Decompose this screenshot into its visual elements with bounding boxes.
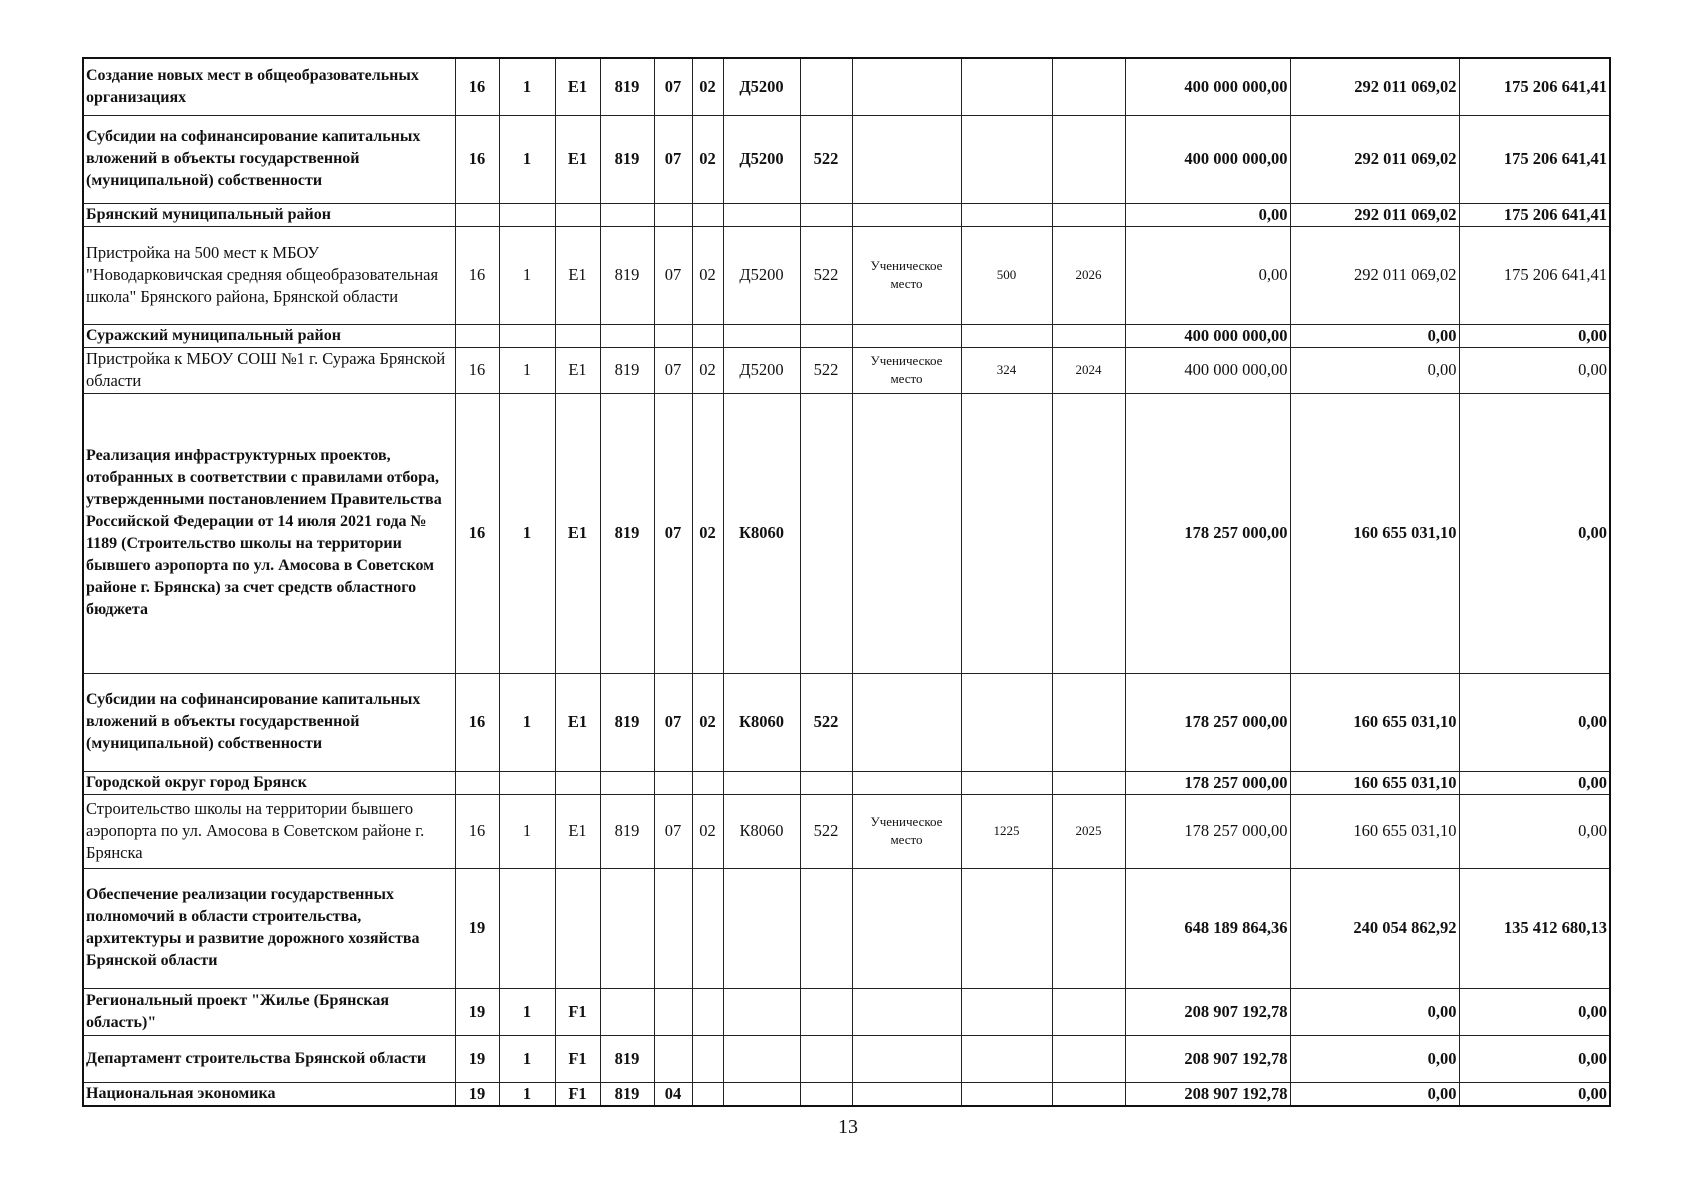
budget-table (82, 57, 1611, 1107)
table-row (83, 226, 1610, 324)
completion-year: 2024 (1052, 347, 1125, 393)
subsection-code (692, 324, 723, 347)
subsection-code: 02 (692, 393, 723, 673)
grbs-code (600, 771, 654, 794)
subsection-code (692, 988, 723, 1035)
section-code: 07 (654, 115, 692, 203)
row-name: Суражский муниципальный район (83, 324, 455, 347)
unit-of-measure (852, 58, 961, 115)
project-code (555, 203, 600, 226)
unit-of-measure: Ученическое место (852, 794, 961, 868)
section-code: 07 (654, 58, 692, 115)
completion-year (1052, 1035, 1125, 1082)
capacity: 324 (961, 347, 1052, 393)
amount-year-3: 0,00 (1459, 393, 1610, 673)
project-code: Е1 (555, 58, 600, 115)
subprogram-code: 1 (499, 1082, 555, 1106)
completion-year: 2026 (1052, 226, 1125, 324)
subsection-code: 02 (692, 794, 723, 868)
amount-year-1: 178 257 000,00 (1125, 393, 1290, 673)
program-code: 16 (455, 794, 499, 868)
capacity (961, 1082, 1052, 1106)
expense-type-code: 522 (800, 673, 852, 771)
table-row (83, 1082, 1610, 1106)
grbs-code: 819 (600, 393, 654, 673)
capacity (961, 324, 1052, 347)
table-row (83, 868, 1610, 988)
unit-of-measure: Ученическое место (852, 226, 961, 324)
table-row (83, 203, 1610, 226)
amount-year-1: 400 000 000,00 (1125, 347, 1290, 393)
subprogram-code: 1 (499, 393, 555, 673)
direction-code (723, 203, 800, 226)
row-name: Субсидии на софинансирование капитальных вложений в объекты государственной (муниципальной) собственности (83, 673, 455, 771)
expense-type-code (800, 324, 852, 347)
capacity: 1225 (961, 794, 1052, 868)
row-name: Национальная экономика (83, 1082, 455, 1106)
unit-of-measure (852, 393, 961, 673)
direction-code (723, 771, 800, 794)
amount-year-3: 175 206 641,41 (1459, 226, 1610, 324)
row-name: Строительство школы на территории бывшего аэропорта по ул. Амосова в Советском районе г. Брянска (83, 794, 455, 868)
expense-type-code (800, 58, 852, 115)
table-row (83, 58, 1610, 115)
amount-year-3: 0,00 (1459, 794, 1610, 868)
program-code: 19 (455, 868, 499, 988)
amount-year-3: 0,00 (1459, 771, 1610, 794)
table-row (83, 673, 1610, 771)
amount-year-2: 0,00 (1290, 347, 1459, 393)
direction-code (723, 988, 800, 1035)
direction-code: Д5200 (723, 347, 800, 393)
grbs-code: 819 (600, 794, 654, 868)
expense-type-code: 522 (800, 115, 852, 203)
completion-year (1052, 1082, 1125, 1106)
subsection-code: 02 (692, 226, 723, 324)
amount-year-3: 0,00 (1459, 1082, 1610, 1106)
program-code (455, 324, 499, 347)
program-code: 16 (455, 673, 499, 771)
subprogram-code (499, 203, 555, 226)
amount-year-1: 208 907 192,78 (1125, 988, 1290, 1035)
direction-code (723, 868, 800, 988)
expense-type-code (800, 203, 852, 226)
row-name: Городской округ город Брянск (83, 771, 455, 794)
row-name: Обеспечение реализации государственных полномочий в области строительства, архитектуры и развитие дорожного хозяйства Брянской области (83, 868, 455, 988)
unit-of-measure (852, 1035, 961, 1082)
table-row (83, 324, 1610, 347)
amount-year-2: 292 011 069,02 (1290, 58, 1459, 115)
amount-year-3: 0,00 (1459, 988, 1610, 1035)
subsection-code (692, 1082, 723, 1106)
program-code (455, 203, 499, 226)
completion-year (1052, 673, 1125, 771)
amount-year-3: 0,00 (1459, 347, 1610, 393)
row-name: Региональный проект "Жилье (Брянская область)" (83, 988, 455, 1035)
amount-year-1: 178 257 000,00 (1125, 771, 1290, 794)
subprogram-code: 1 (499, 347, 555, 393)
grbs-code: 819 (600, 58, 654, 115)
grbs-code (600, 868, 654, 988)
direction-code: К8060 (723, 673, 800, 771)
amount-year-2: 0,00 (1290, 988, 1459, 1035)
completion-year (1052, 203, 1125, 226)
project-code (555, 771, 600, 794)
project-code: F1 (555, 1035, 600, 1082)
completion-year (1052, 58, 1125, 115)
completion-year (1052, 868, 1125, 988)
amount-year-1: 648 189 864,36 (1125, 868, 1290, 988)
section-code (654, 771, 692, 794)
subprogram-code: 1 (499, 58, 555, 115)
amount-year-2: 240 054 862,92 (1290, 868, 1459, 988)
section-code (654, 203, 692, 226)
subsection-code (692, 1035, 723, 1082)
capacity (961, 771, 1052, 794)
amount-year-3: 0,00 (1459, 673, 1610, 771)
subprogram-code: 1 (499, 988, 555, 1035)
subsection-code: 02 (692, 673, 723, 771)
program-code: 16 (455, 226, 499, 324)
unit-of-measure (852, 115, 961, 203)
table-row (83, 393, 1610, 673)
capacity: 500 (961, 226, 1052, 324)
section-code: 07 (654, 393, 692, 673)
expense-type-code: 522 (800, 347, 852, 393)
amount-year-2: 160 655 031,10 (1290, 673, 1459, 771)
unit-of-measure (852, 203, 961, 226)
page-number: 13 (838, 1116, 858, 1138)
subprogram-code: 1 (499, 673, 555, 771)
subprogram-code: 1 (499, 1035, 555, 1082)
capacity (961, 393, 1052, 673)
amount-year-1: 400 000 000,00 (1125, 115, 1290, 203)
unit-of-measure (852, 673, 961, 771)
amount-year-1: 208 907 192,78 (1125, 1082, 1290, 1106)
completion-year (1052, 393, 1125, 673)
amount-year-1: 208 907 192,78 (1125, 1035, 1290, 1082)
program-code: 19 (455, 1035, 499, 1082)
row-name: Создание новых мест в общеобразовательных организациях (83, 58, 455, 115)
subsection-code (692, 868, 723, 988)
unit-of-measure (852, 988, 961, 1035)
expense-type-code (800, 1082, 852, 1106)
grbs-code: 819 (600, 115, 654, 203)
project-code (555, 324, 600, 347)
program-code: 16 (455, 393, 499, 673)
expense-type-code (800, 868, 852, 988)
subsection-code: 02 (692, 115, 723, 203)
project-code: Е1 (555, 347, 600, 393)
section-code (654, 868, 692, 988)
amount-year-2: 0,00 (1290, 1082, 1459, 1106)
section-code: 04 (654, 1082, 692, 1106)
amount-year-3: 175 206 641,41 (1459, 58, 1610, 115)
program-code: 19 (455, 988, 499, 1035)
direction-code (723, 1082, 800, 1106)
direction-code: Д5200 (723, 58, 800, 115)
amount-year-1: 0,00 (1125, 226, 1290, 324)
unit-of-measure: Ученическое место (852, 347, 961, 393)
amount-year-2: 292 011 069,02 (1290, 203, 1459, 226)
section-code (654, 1035, 692, 1082)
direction-code (723, 324, 800, 347)
table-row (83, 347, 1610, 393)
row-name: Брянский муниципальный район (83, 203, 455, 226)
amount-year-2: 0,00 (1290, 324, 1459, 347)
completion-year (1052, 115, 1125, 203)
subprogram-code (499, 324, 555, 347)
grbs-code (600, 203, 654, 226)
program-code: 16 (455, 347, 499, 393)
capacity (961, 673, 1052, 771)
amount-year-1: 400 000 000,00 (1125, 58, 1290, 115)
direction-code: Д5200 (723, 115, 800, 203)
amount-year-1: 400 000 000,00 (1125, 324, 1290, 347)
amount-year-2: 292 011 069,02 (1290, 115, 1459, 203)
expense-type-code (800, 1035, 852, 1082)
expense-type-code (800, 771, 852, 794)
amount-year-3: 0,00 (1459, 324, 1610, 347)
capacity (961, 203, 1052, 226)
expense-type-code: 522 (800, 794, 852, 868)
amount-year-3: 175 206 641,41 (1459, 203, 1610, 226)
direction-code: К8060 (723, 393, 800, 673)
completion-year (1052, 324, 1125, 347)
amount-year-2: 160 655 031,10 (1290, 794, 1459, 868)
section-code (654, 324, 692, 347)
row-name: Департамент строительства Брянской области (83, 1035, 455, 1082)
project-code: F1 (555, 1082, 600, 1106)
program-code: 16 (455, 115, 499, 203)
grbs-code (600, 988, 654, 1035)
project-code: Е1 (555, 115, 600, 203)
subsection-code: 02 (692, 58, 723, 115)
direction-code: Д5200 (723, 226, 800, 324)
program-code: 19 (455, 1082, 499, 1106)
table-row (83, 988, 1610, 1035)
unit-of-measure (852, 868, 961, 988)
subsection-code (692, 771, 723, 794)
capacity (961, 868, 1052, 988)
amount-year-2: 0,00 (1290, 1035, 1459, 1082)
amount-year-2: 292 011 069,02 (1290, 226, 1459, 324)
capacity (961, 115, 1052, 203)
project-code: F1 (555, 988, 600, 1035)
table-row (83, 771, 1610, 794)
project-code: Е1 (555, 794, 600, 868)
unit-of-measure (852, 1082, 961, 1106)
project-code (555, 868, 600, 988)
section-code: 07 (654, 347, 692, 393)
capacity (961, 1035, 1052, 1082)
grbs-code (600, 324, 654, 347)
completion-year (1052, 988, 1125, 1035)
subprogram-code: 1 (499, 226, 555, 324)
amount-year-1: 0,00 (1125, 203, 1290, 226)
program-code (455, 771, 499, 794)
capacity (961, 988, 1052, 1035)
section-code: 07 (654, 226, 692, 324)
section-code: 07 (654, 673, 692, 771)
grbs-code: 819 (600, 1082, 654, 1106)
amount-year-1: 178 257 000,00 (1125, 794, 1290, 868)
section-code (654, 988, 692, 1035)
subsection-code (692, 203, 723, 226)
amount-year-1: 178 257 000,00 (1125, 673, 1290, 771)
expense-type-code (800, 988, 852, 1035)
grbs-code: 819 (600, 673, 654, 771)
row-name: Субсидии на софинансирование капитальных вложений в объекты государственной (муниципальной) собственности (83, 115, 455, 203)
unit-of-measure (852, 771, 961, 794)
amount-year-3: 175 206 641,41 (1459, 115, 1610, 203)
program-code: 16 (455, 58, 499, 115)
completion-year (1052, 771, 1125, 794)
project-code: Е1 (555, 393, 600, 673)
subsection-code: 02 (692, 347, 723, 393)
table-row (83, 794, 1610, 868)
amount-year-2: 160 655 031,10 (1290, 393, 1459, 673)
amount-year-2: 160 655 031,10 (1290, 771, 1459, 794)
amount-year-3: 0,00 (1459, 1035, 1610, 1082)
grbs-code: 819 (600, 1035, 654, 1082)
amount-year-3: 135 412 680,13 (1459, 868, 1610, 988)
grbs-code: 819 (600, 347, 654, 393)
subprogram-code (499, 868, 555, 988)
table-row (83, 1035, 1610, 1082)
subprogram-code: 1 (499, 115, 555, 203)
project-code: Е1 (555, 673, 600, 771)
expense-type-code (800, 393, 852, 673)
project-code: Е1 (555, 226, 600, 324)
subprogram-code (499, 771, 555, 794)
expense-type-code: 522 (800, 226, 852, 324)
subprogram-code: 1 (499, 794, 555, 868)
direction-code: К8060 (723, 794, 800, 868)
capacity (961, 58, 1052, 115)
completion-year: 2025 (1052, 794, 1125, 868)
unit-of-measure (852, 324, 961, 347)
section-code: 07 (654, 794, 692, 868)
row-name: Реализация инфраструктурных проектов, отобранных в соответствии с правилами отбора, утвержденными постановлением Правительства Российской Федерации от 14 июля 2021 года № 1189 (Строительство школы на территории бывшего аэропорта по ул. Амосова в Советском районе г. Брянска) за счет средств областного бюджета (83, 393, 455, 673)
direction-code (723, 1035, 800, 1082)
row-name: Пристройка на 500 мест к МБОУ "Новодарковичская средняя общеобразовательная школа" Брянского района, Брянской области (83, 226, 455, 324)
table-row (83, 115, 1610, 203)
grbs-code: 819 (600, 226, 654, 324)
row-name: Пристройка к МБОУ СОШ №1 г. Суража Брянской области (83, 347, 455, 393)
